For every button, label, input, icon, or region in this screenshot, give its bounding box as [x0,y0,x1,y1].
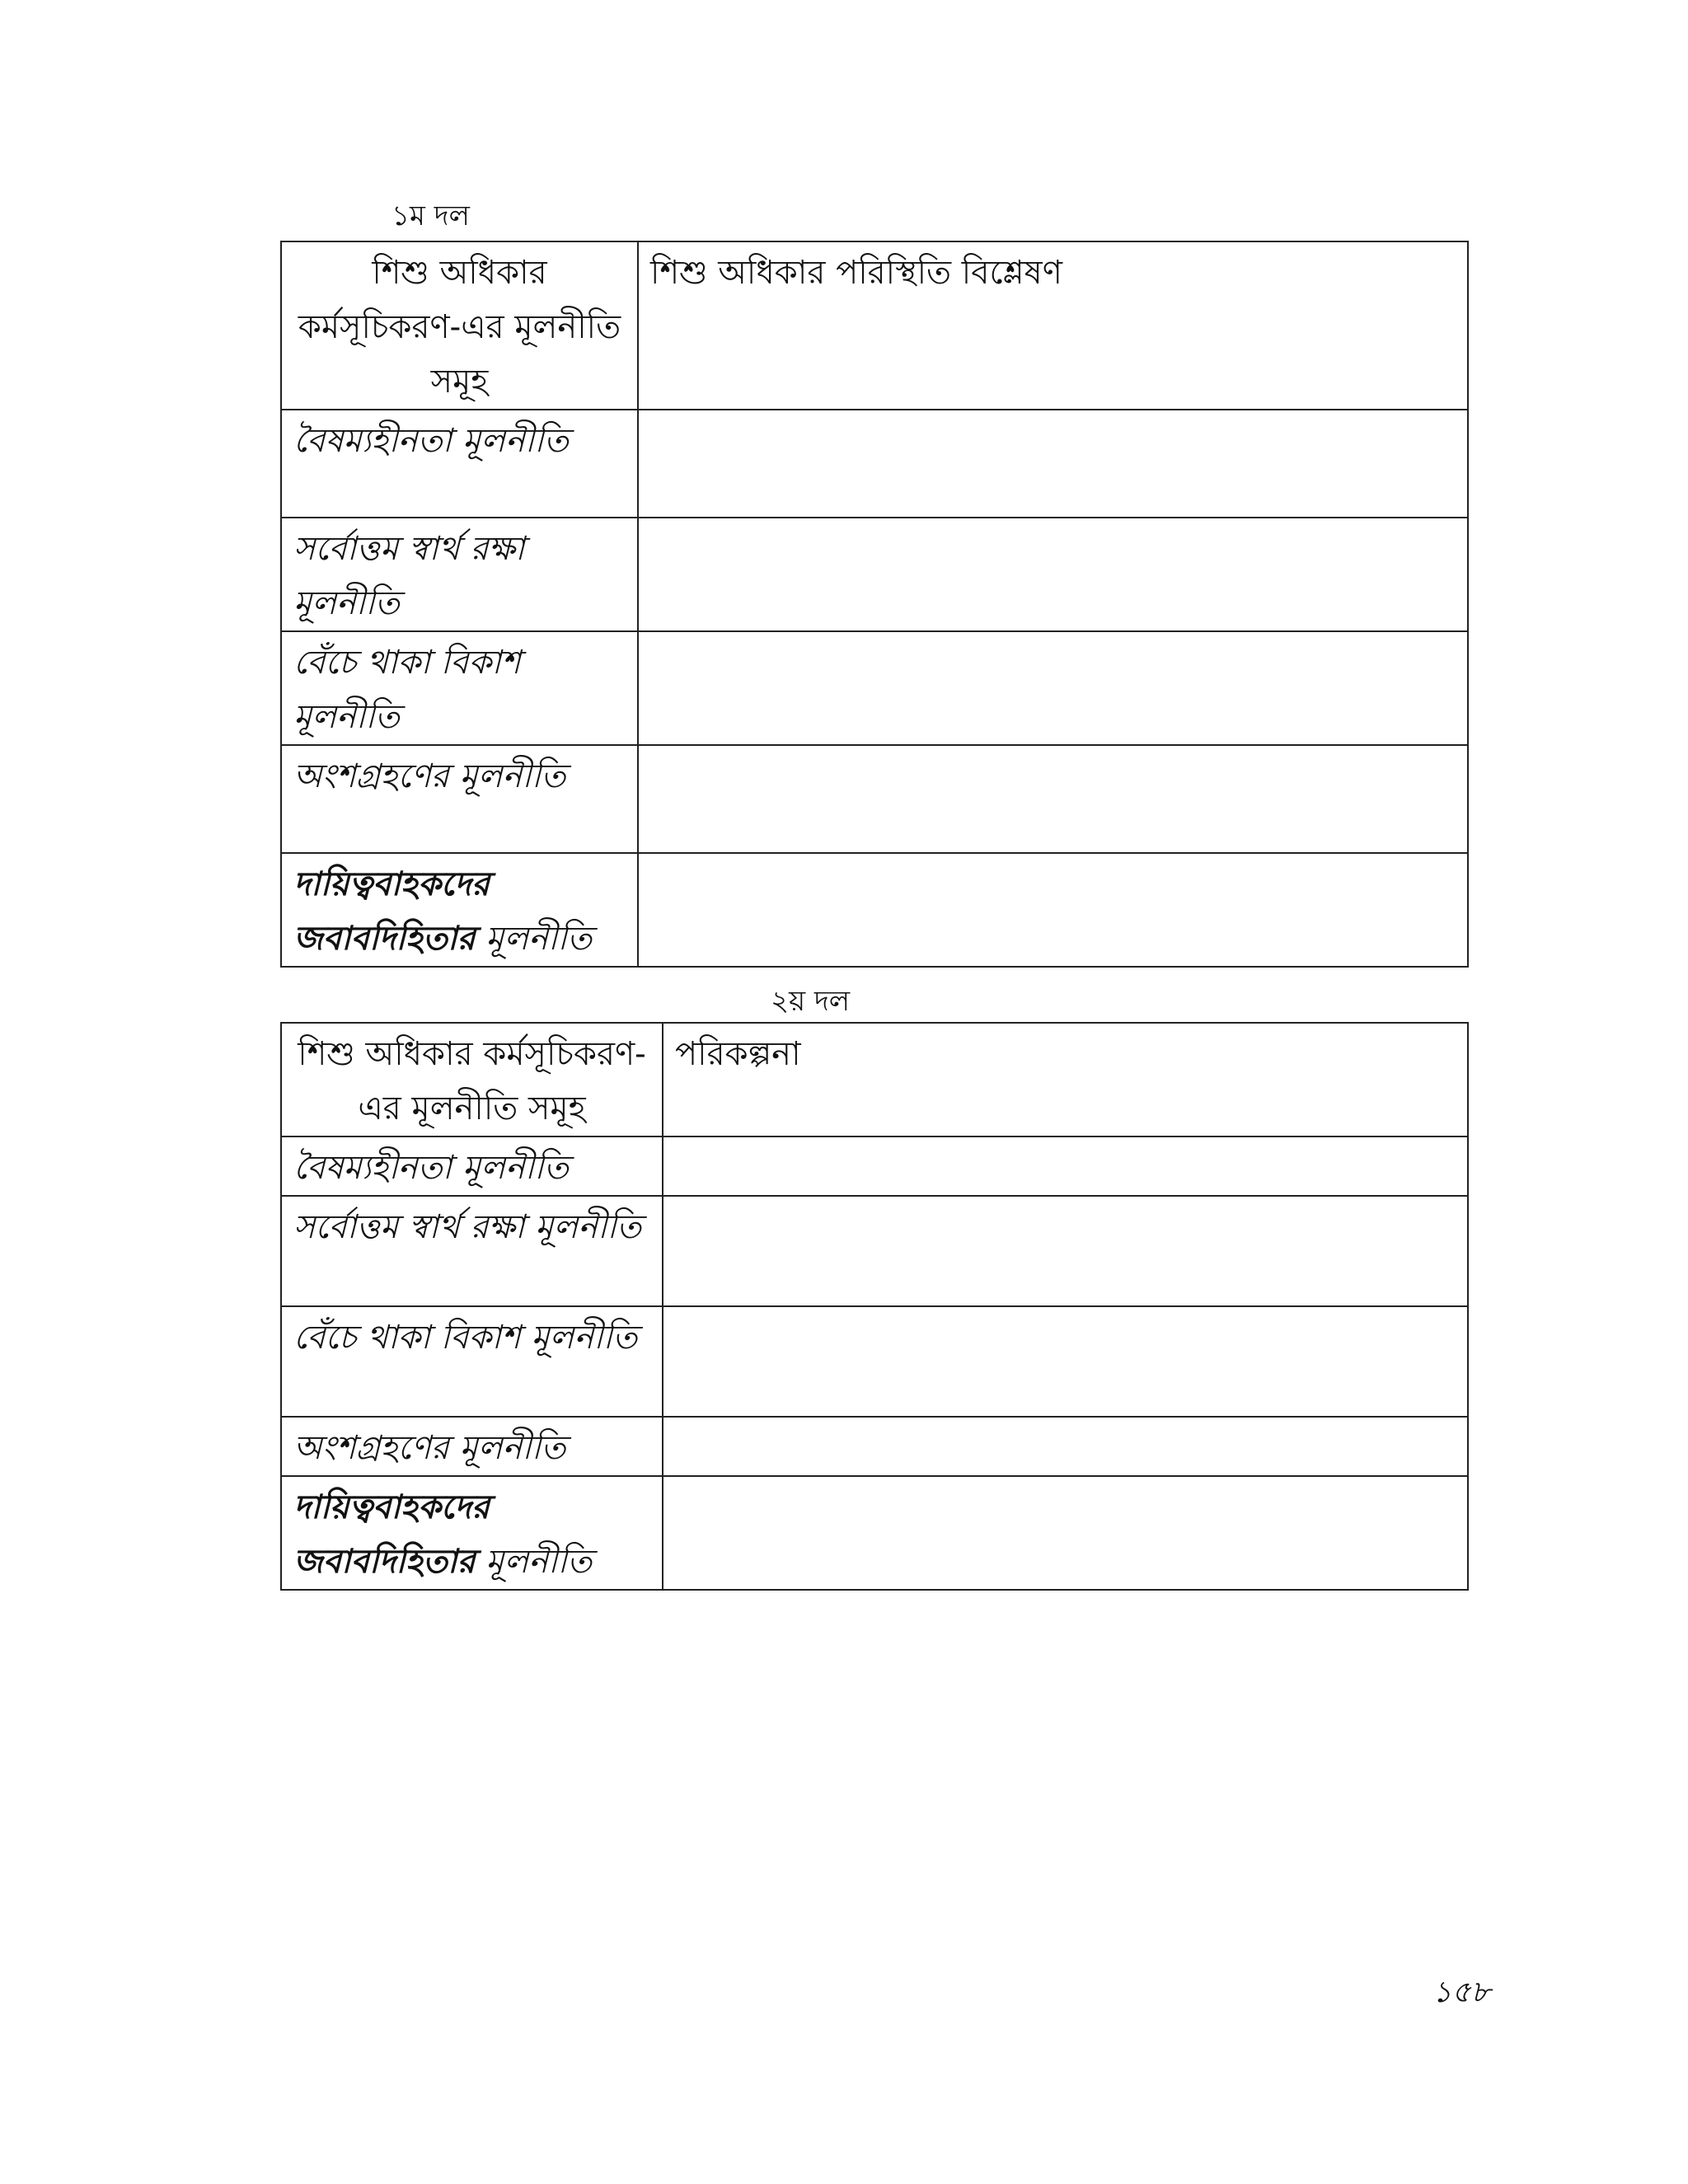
table-row [281,1196,1468,1306]
planning-cell[interactable] [663,1417,1468,1476]
principle-accountability-bold: দায়িত্ববাহকদের জবাবদিহিতার [293,1488,490,1581]
analysis-cell[interactable] [638,631,1468,745]
header-planning-cell: পরিকল্পনা [663,1023,1468,1137]
planning-cell[interactable] [663,1306,1468,1417]
table-row [281,1476,1468,1590]
header-analysis-cell: শিশু অধিকার পরিস্থিতি বিশ্লেষণ [638,241,1468,410]
page-number: ১৫৮ [1432,1975,1491,2009]
planning-cell[interactable] [663,1196,1468,1306]
analysis-cell[interactable] [638,745,1468,853]
planning-cell[interactable] [663,1476,1468,1590]
principle-accountability [281,1476,663,1590]
table-row [281,631,1468,745]
table-row [281,1417,1468,1476]
table-row [281,745,1468,853]
principle-non-discrimination: বৈষম্যহীনতা মূলনীতি [281,1137,663,1196]
table-header-row [281,1023,1468,1137]
principle-survival-development: বেঁচে থাকা বিকাশ মূলনীতি [281,1306,663,1417]
principle-accountability [281,853,638,967]
principle-non-discrimination: বৈষম্যহীনতা মূলনীতি [281,410,638,518]
principle-accountability-rest: মূলনীতি [475,1543,592,1581]
analysis-cell[interactable] [638,410,1468,518]
header-principles-cell: শিশু অধিকার কর্মসূচিকরণ-এর মূলনীতি সমূহ [281,241,638,410]
principle-best-interest: সর্বোত্তম স্বার্থ রক্ষা মূলনীতি [281,518,638,631]
analysis-cell[interactable] [638,853,1468,967]
table-row [281,853,1468,967]
planning-cell[interactable] [663,1137,1468,1196]
principle-accountability-bold: দায়িত্ববাহকদের জবাবদিহিতার [293,865,490,958]
principle-best-interest: সর্বোত্তম স্বার্থ রক্ষা মূলনীতি [281,1196,663,1306]
group2-caption: ২য় দল [771,985,851,1018]
group1-caption: ১ম দল [392,199,470,232]
principle-participation: অংশগ্রহণের মূলনীতি [281,745,638,853]
principle-participation: অংশগ্রহণের মূলনীতি [281,1417,663,1476]
table-row [281,1306,1468,1417]
table-row [281,1137,1468,1196]
principle-survival-development: বেঁচে থাকা বিকাশ মূলনীতি [281,631,638,745]
analysis-cell[interactable] [638,518,1468,631]
table-row [281,410,1468,518]
header-principles-cell: শিশু অধিকার কর্মসূচিকরণ-এর মূলনীতি সমূহ [281,1023,663,1137]
table-header-row [281,241,1468,410]
group1-table [280,241,1469,968]
principle-accountability-rest: মূলনীতি [475,920,592,958]
group2-table [280,1022,1469,1591]
table-row [281,518,1468,631]
